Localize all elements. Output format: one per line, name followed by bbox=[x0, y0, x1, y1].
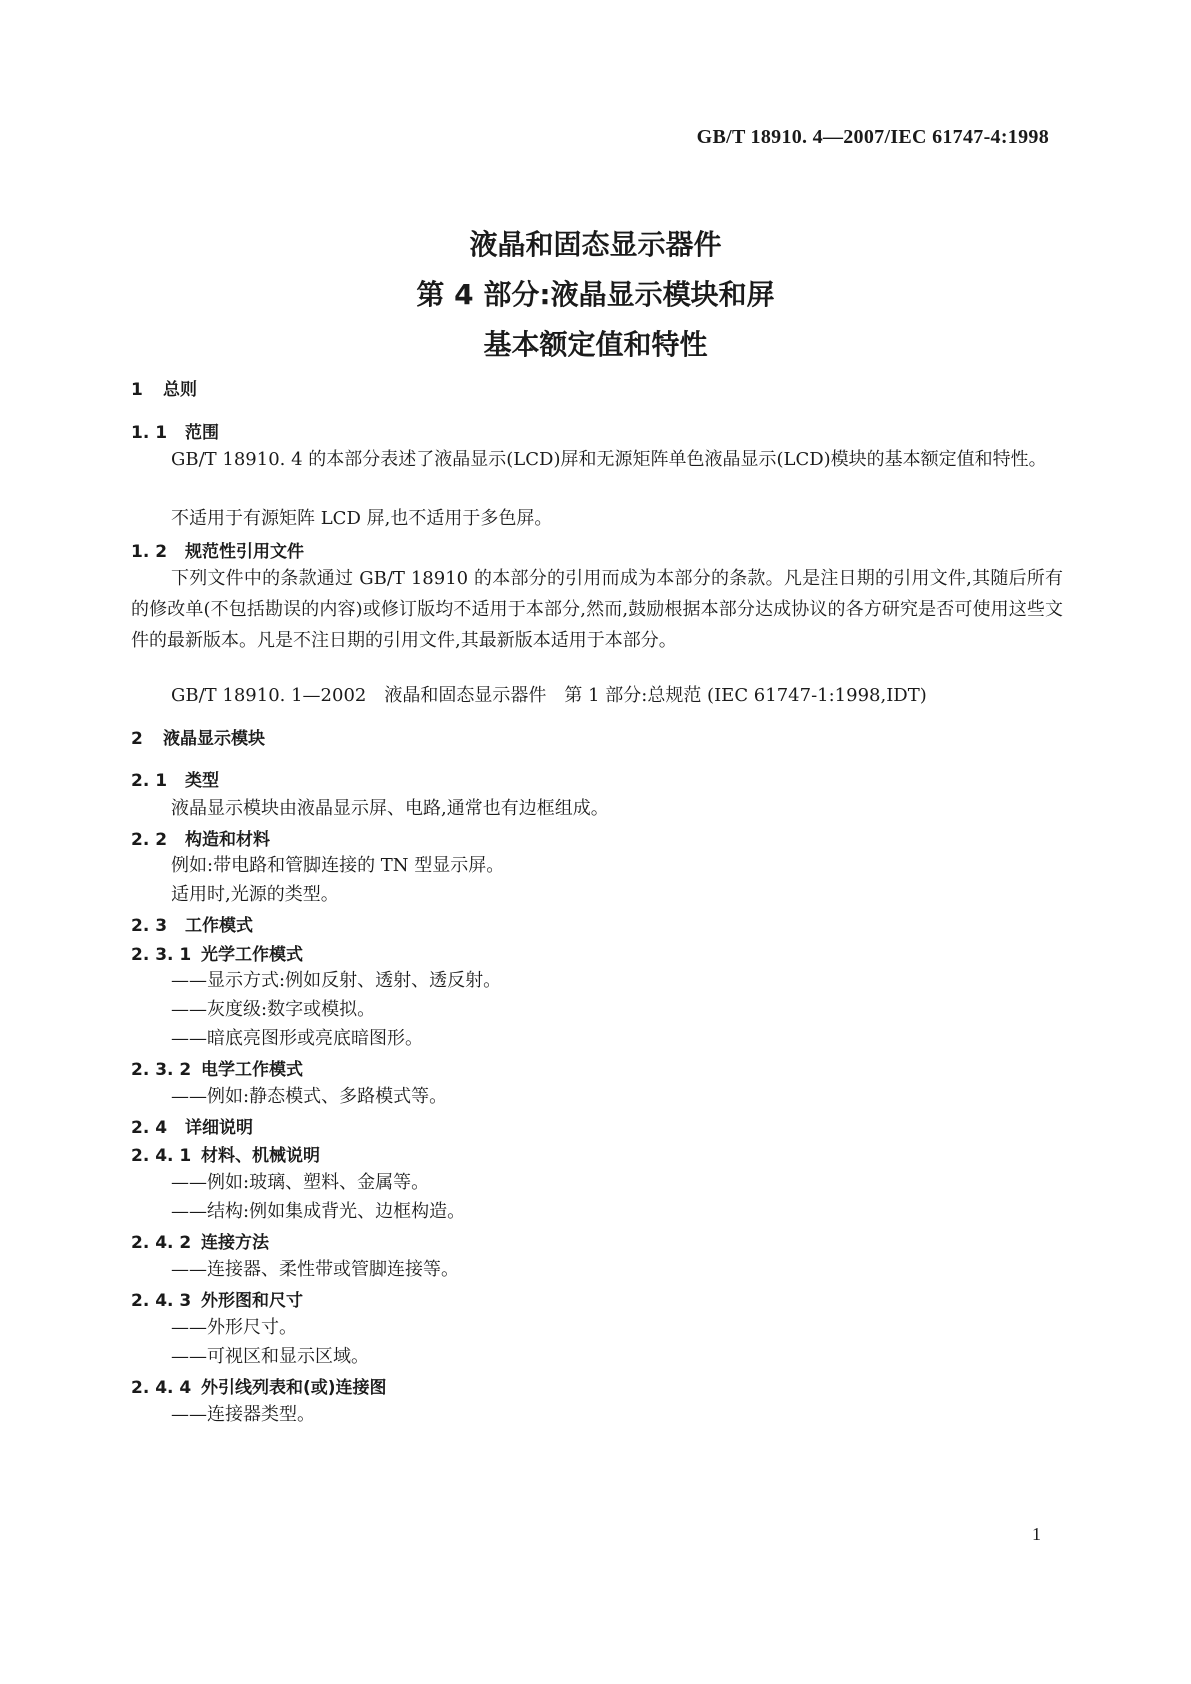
section-number: 2. 1 bbox=[131, 771, 168, 791]
section-number: 1. 2 bbox=[131, 542, 168, 562]
section-heading-2-4-2 bbox=[131, 1228, 269, 1253]
section-number: 2. 4. 1 bbox=[131, 1146, 192, 1166]
section-number: 2. 3. 2 bbox=[131, 1060, 192, 1080]
section-title: 工作模式 bbox=[185, 916, 253, 936]
section-title: 构造和材料 bbox=[185, 830, 270, 850]
section-title: 类型 bbox=[185, 771, 219, 791]
section-title: 外引线列表和(或)连接图 bbox=[201, 1378, 387, 1398]
section-heading-2-3-1 bbox=[131, 940, 303, 965]
paragraph-construction-1: 例如:带电路和管脚连接的 TN 型显示屏。 bbox=[171, 855, 505, 876]
section-number: 2. 4. 2 bbox=[131, 1233, 192, 1253]
list-item: ——外形尺寸。 bbox=[171, 1317, 297, 1338]
list-item: ——连接器、柔性带或管脚连接等。 bbox=[171, 1259, 459, 1280]
section-heading-1-2 bbox=[131, 537, 304, 562]
title-line-3: 基本额定值和特性 bbox=[483, 328, 708, 361]
section-heading-1-1 bbox=[131, 418, 219, 443]
paragraph-normative-refs: 下列文件中的条款通过 GB/T 18910 的本部分的引用而成为本部分的条款。凡是注日期的引用文件,其随后所有的修改单(不包括勘误的内容)或修订版均不适用于本部分,然而,鼓励根据本部分达成协议的各方研究是否可使用这些文件的最新版本。凡是不注日期的引用文件,其最新版本适用于本部分。 bbox=[131, 568, 1063, 651]
section-heading-2-3-2 bbox=[131, 1055, 303, 1080]
section-number: 2 bbox=[131, 729, 143, 749]
section-number: 2. 3 bbox=[131, 916, 168, 936]
section-title: 详细说明 bbox=[185, 1118, 253, 1138]
section-title: 液晶显示模块 bbox=[163, 729, 265, 749]
section-number: 1 bbox=[131, 380, 143, 400]
section-number: 2. 3. 1 bbox=[131, 945, 192, 965]
section-heading-2-4-1 bbox=[131, 1141, 320, 1166]
list-item: ——暗底亮图形或亮底暗图形。 bbox=[171, 1028, 423, 1049]
paragraph-scope-1: GB/T 18910. 4 的本部分表述了液晶显示(LCD)屏和无源矩阵单色液晶显示(LCD)模块的基本额定值和特性。 bbox=[171, 449, 1047, 470]
section-heading-2-4-4 bbox=[131, 1373, 387, 1398]
section-number: 1. 1 bbox=[131, 423, 168, 443]
document-title bbox=[0, 220, 1191, 370]
list-item: ——可视区和显示区域。 bbox=[171, 1346, 369, 1367]
section-number: 2. 4 bbox=[131, 1118, 168, 1138]
title-line-2: 第 4 部分:液晶显示模块和屏 bbox=[416, 278, 775, 311]
paragraph-scope-2: 不适用于有源矩阵 LCD 屏,也不适用于多色屏。 bbox=[171, 508, 553, 529]
section-number: 2. 2 bbox=[131, 830, 168, 850]
section-heading-2-4-3 bbox=[131, 1286, 303, 1311]
section-title: 总则 bbox=[163, 380, 197, 400]
section-heading-1 bbox=[131, 375, 197, 400]
page-number: 1 bbox=[1032, 1524, 1041, 1544]
section-title: 材料、机械说明 bbox=[201, 1146, 320, 1166]
section-title: 光学工作模式 bbox=[201, 945, 303, 965]
paragraph-type: 液晶显示模块由液晶显示屏、电路,通常也有边框组成。 bbox=[171, 798, 609, 819]
list-item: ——连接器类型。 bbox=[171, 1404, 315, 1425]
reference-entry: GB/T 18910. 1—2002 液晶和固态显示器件 第 1 部分:总规范 (IEC 61747-1:1998,IDT) bbox=[171, 685, 927, 706]
section-heading-2 bbox=[131, 724, 265, 749]
section-title: 规范性引用文件 bbox=[185, 542, 304, 562]
section-heading-2-4 bbox=[131, 1113, 253, 1138]
standard-code: GB/T 18910. 4—2007/IEC 61747-4:1998 bbox=[696, 126, 1049, 148]
section-heading-2-3 bbox=[131, 911, 253, 936]
list-item: ——显示方式:例如反射、透射、透反射。 bbox=[171, 970, 502, 991]
paragraph-construction-2: 适用时,光源的类型。 bbox=[171, 884, 339, 905]
section-number: 2. 4. 3 bbox=[131, 1291, 192, 1311]
section-title: 电学工作模式 bbox=[201, 1060, 303, 1080]
section-number: 2. 4. 4 bbox=[131, 1378, 192, 1398]
list-item: ——灰度级:数字或模拟。 bbox=[171, 999, 376, 1020]
list-item: ——结构:例如集成背光、边框构造。 bbox=[171, 1201, 466, 1222]
list-item: ——例如:玻璃、塑料、金属等。 bbox=[171, 1172, 430, 1193]
title-line-1: 液晶和固态显示器件 bbox=[469, 228, 722, 261]
section-title: 范围 bbox=[185, 423, 219, 443]
section-heading-2-2 bbox=[131, 825, 270, 850]
section-title: 连接方法 bbox=[201, 1233, 269, 1253]
section-title: 外形图和尺寸 bbox=[201, 1291, 303, 1311]
list-item: ——例如:静态模式、多路模式等。 bbox=[171, 1086, 448, 1107]
section-heading-2-1 bbox=[131, 766, 219, 791]
